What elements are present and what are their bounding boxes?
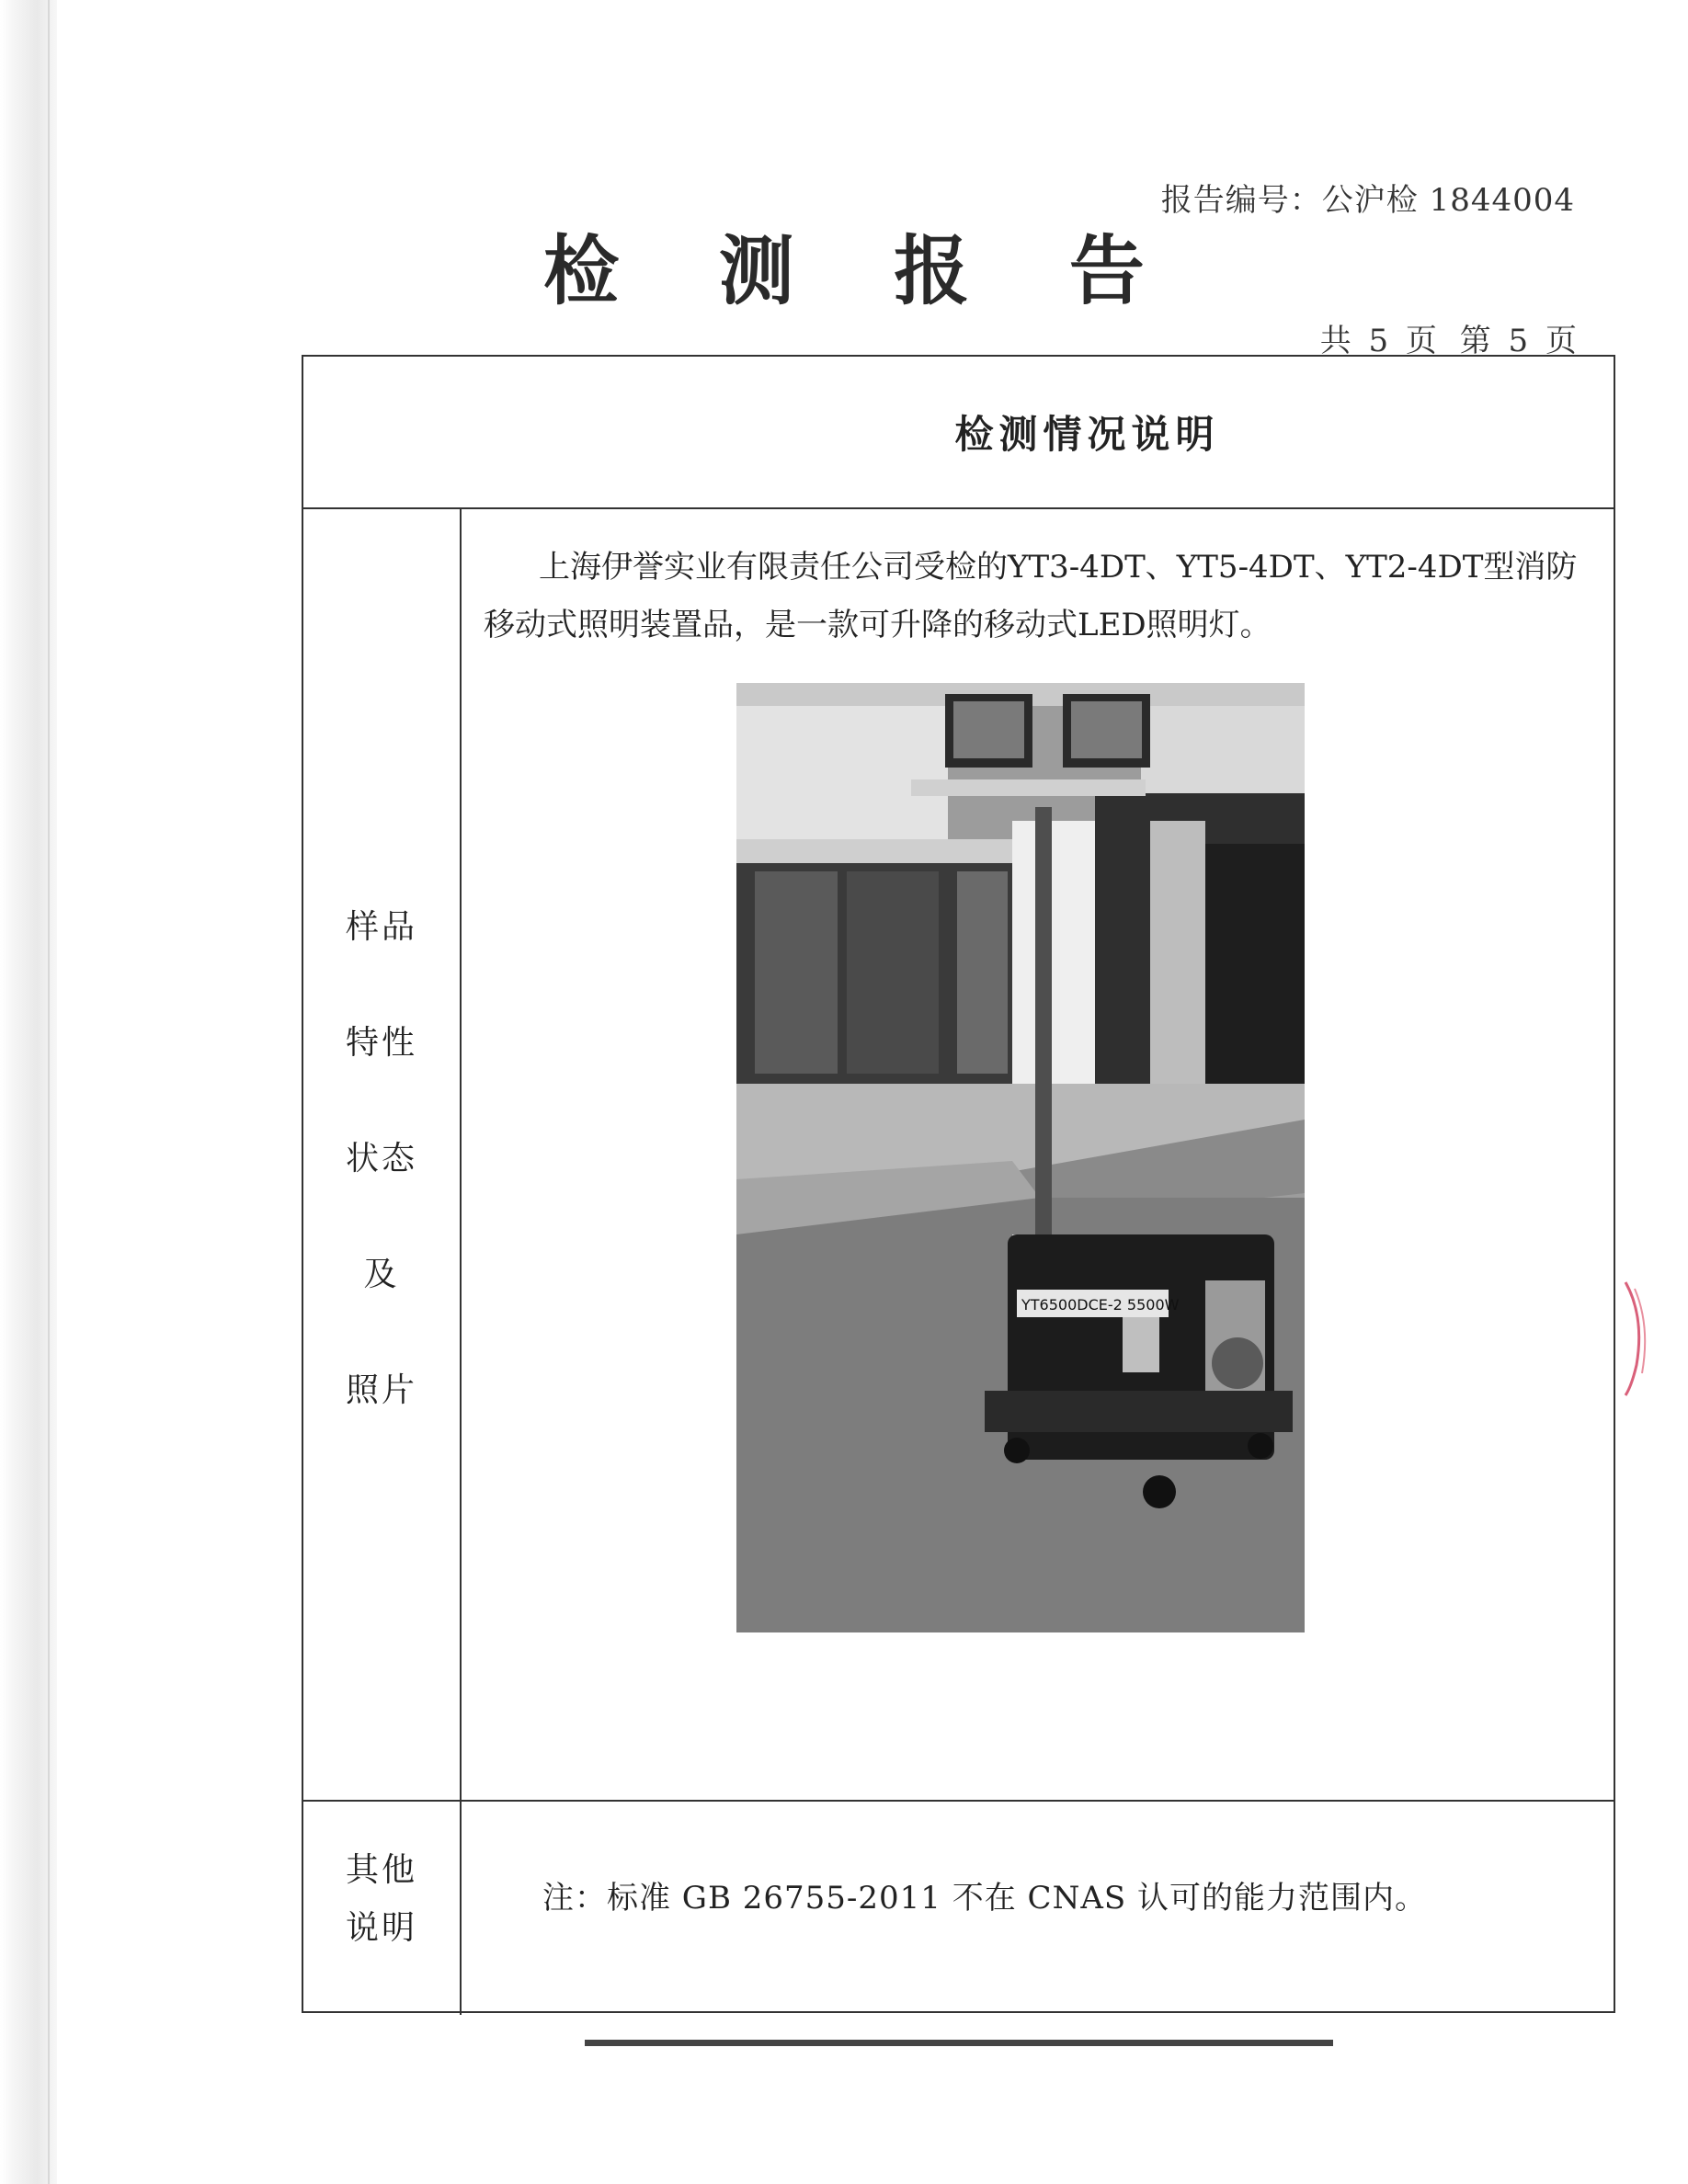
label-column-divider	[460, 507, 462, 2015]
page-info	[1315, 315, 1580, 360]
page-current: 第 5 页	[1459, 323, 1580, 359]
other-label-line: 其他	[345, 1851, 417, 1889]
lighting-unit-photo	[736, 683, 1305, 1632]
sample-description: 上海伊誉实业有限责任公司受检的YT3-4DT、YT5-4DT、YT2-4DT型消防移动式照明装置品，是一款可升降的移动式LED照明灯。	[484, 549, 1578, 643]
table-divider	[303, 507, 1614, 509]
report-number: 报告编号：公沪检 1844004	[1160, 182, 1575, 219]
sample-photo	[736, 683, 1305, 1632]
sample-label-line: 照片	[345, 1371, 417, 1409]
other-note: 注：标准 GB 26755-2011 不在 CNAS 认可的能力范围内。	[542, 1880, 1427, 1917]
report-table	[302, 355, 1615, 2013]
sample-label-line: 状态	[345, 1140, 417, 1177]
sample-label-line: 样品	[345, 908, 417, 946]
report-title: 检 测 报 告	[543, 227, 1181, 315]
section-title: 检测情况说明	[954, 412, 1220, 457]
scan-edge	[0, 0, 57, 2184]
sample-label-line: 及	[363, 1256, 400, 1293]
table-divider	[303, 1800, 1614, 1802]
red-seal-edge	[1618, 1278, 1655, 1397]
generator-model-label: YT6500DCE-2 5500W	[1021, 1296, 1180, 1314]
other-label-line: 说明	[345, 1909, 417, 1947]
page-total: 共 5 页	[1319, 323, 1441, 359]
sample-label-line: 特性	[345, 1024, 417, 1062]
footer-rule	[585, 2040, 1333, 2046]
